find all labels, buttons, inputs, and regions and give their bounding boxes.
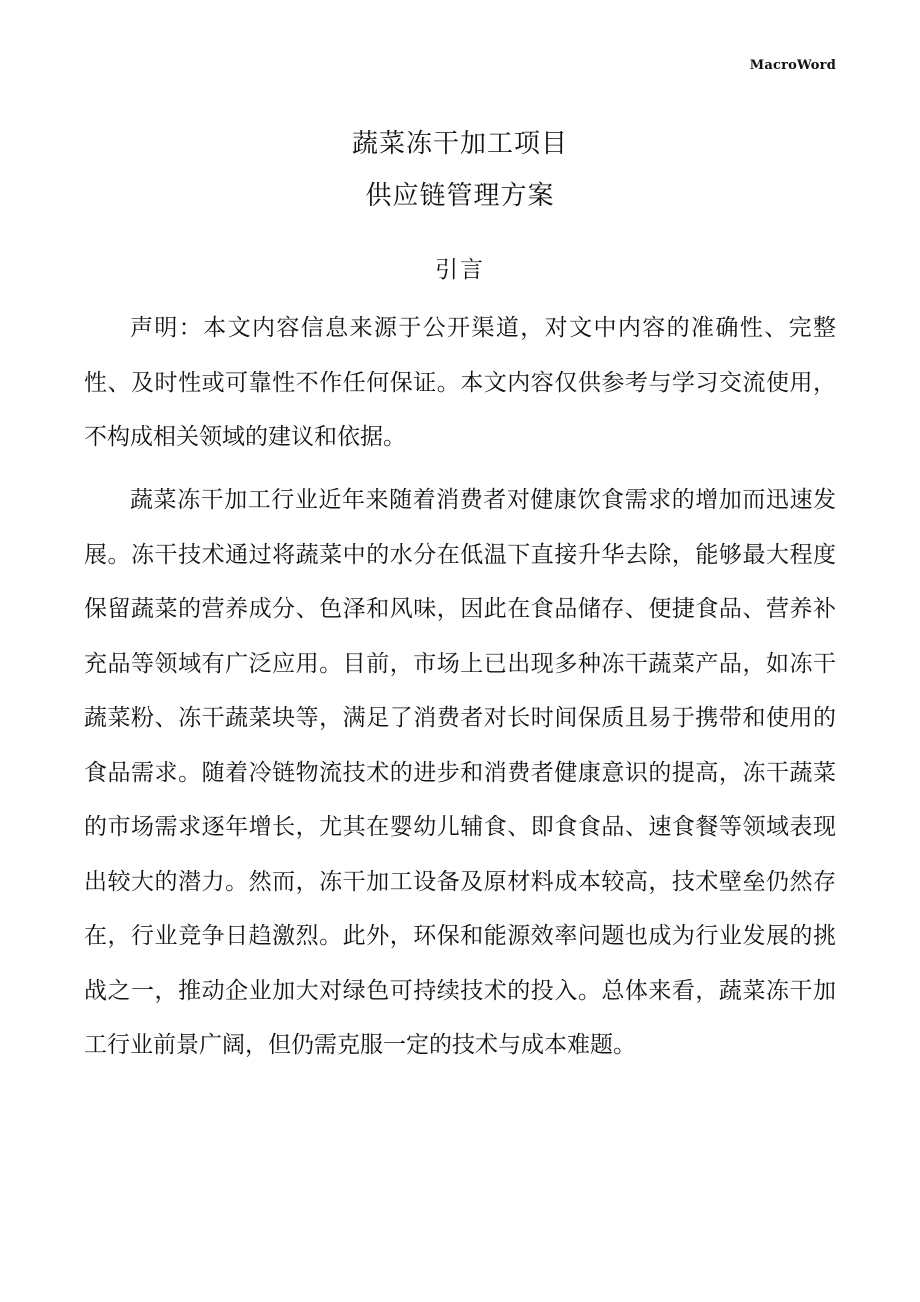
- intro-paragraph: 蔬菜冻干加工行业近年来随着消费者对健康饮食需求的增加而迅速发展。冻干技术通过将蔬菜中的水分在低温下直接升华去除，能够最大程度保留蔬菜的营养成分、色泽和风味，因此在食品储存、便捷食品、营养补充品等领域有广泛应用。目前，市场上已出现多种冻干蔬菜产品，如冻干蔬菜粉、冻干蔬菜块等，满足了消费者对长时间保质且易于携带和使用的食品需求。随着冷链物流技术的进步和消费者健康意识的提高，冻干蔬菜的市场需求逐年增长，尤其在婴幼儿辅食、即食食品、速食餐等领域表现出较大的潜力。然而，冻干加工设备及原材料成本较高，技术壁垒仍然存在，行业竞争日趋激烈。此外，环保和能源效率问题也成为行业发展的挑战之一，推动企业加大对绿色可持续技术的投入。总体来看，蔬菜冻干加工行业前景广阔，但仍需克服一定的技术与成本难题。: [84, 487, 836, 1058]
- header-brand: MacroWord: [749, 58, 836, 73]
- title-line-2: 供应链管理方案: [365, 181, 555, 211]
- section-heading: 引言: [435, 257, 485, 283]
- disclaimer-paragraph: 声明：本文内容信息来源于公开渠道，对文中内容的准确性、完整性、及时性或可靠性不作任何保证。本文内容仅供参考与学习交流使用，不构成相关领域的建议和依据。: [84, 315, 836, 450]
- document-title: [0, 118, 920, 222]
- title-line-1: 蔬菜冻干加工项目: [351, 129, 568, 159]
